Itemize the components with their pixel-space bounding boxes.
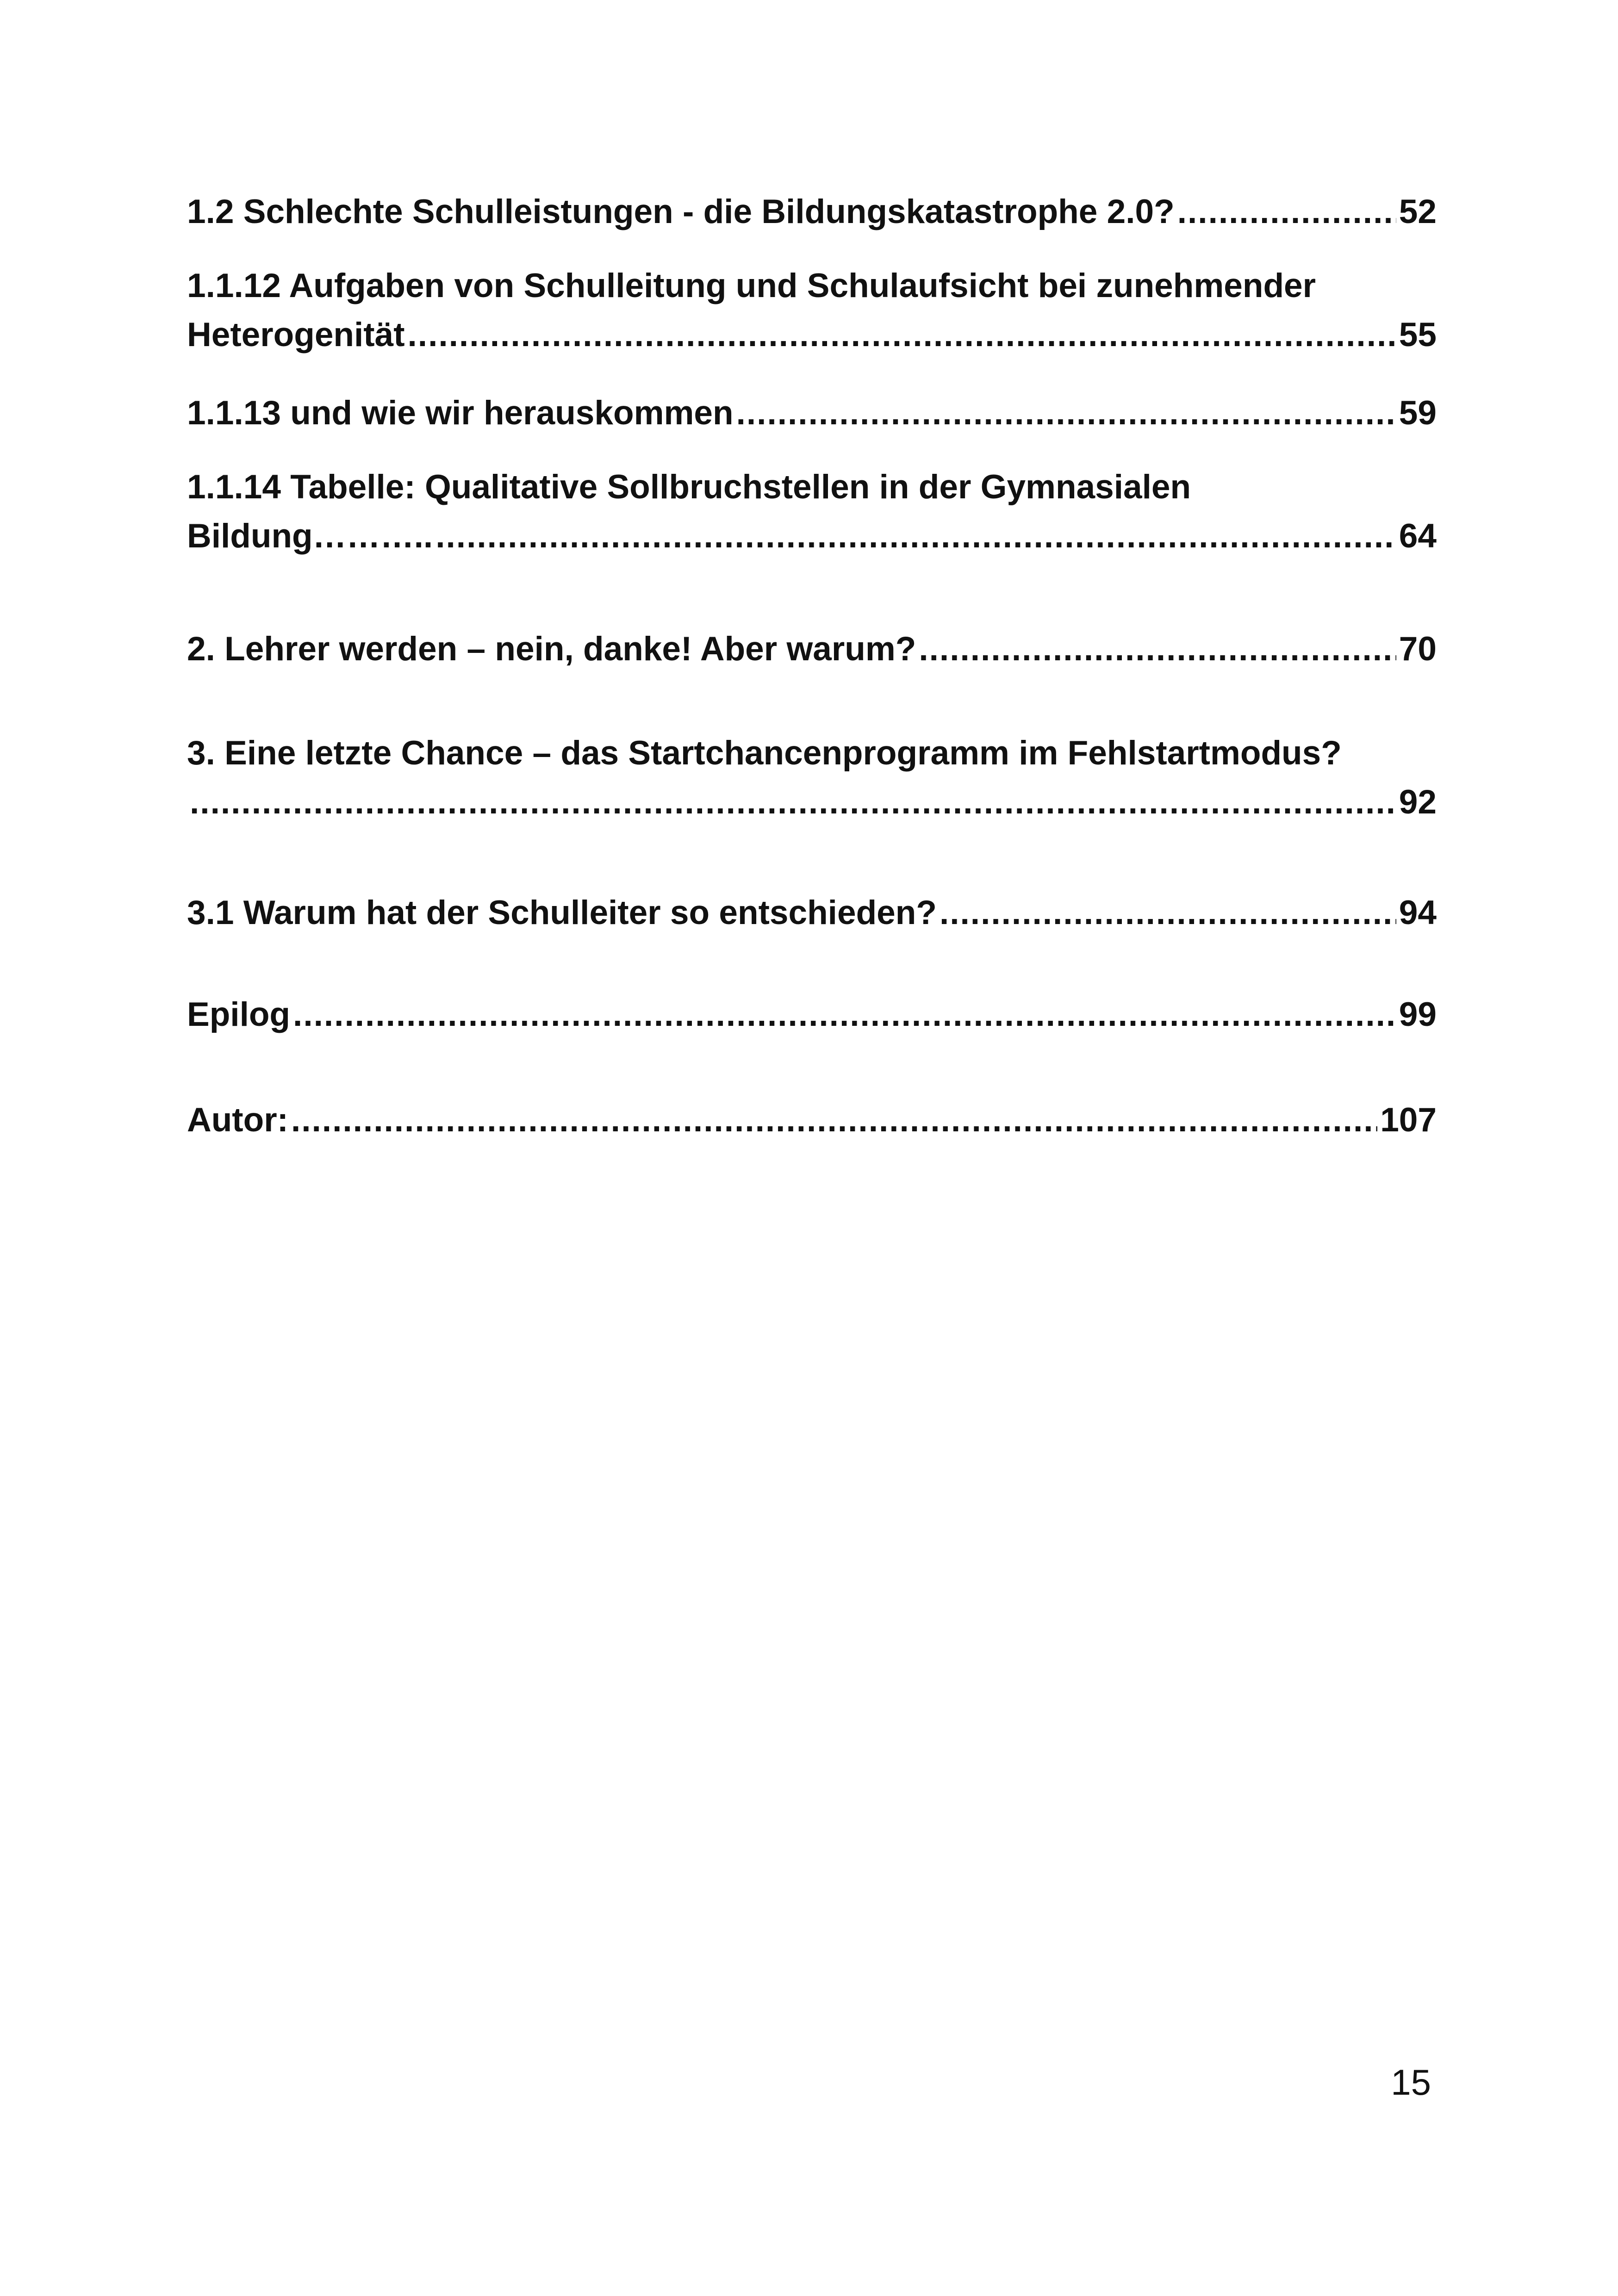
toc-entry-title: 1.2 Schlechte Schulleistungen - die Bildungskatastrophe 2.0? xyxy=(187,193,1175,230)
toc-entry-title: 3.1 Warum hat der Schulleiter so entschieden? xyxy=(187,894,937,931)
toc-entry-page: 59 xyxy=(1399,394,1437,432)
toc-entry-page: 64 xyxy=(1399,517,1437,555)
page-number: 15 xyxy=(1391,2062,1431,2103)
toc-entry[interactable] xyxy=(187,729,1437,827)
toc-entry-page: 94 xyxy=(1399,894,1437,931)
toc-entry-page: 70 xyxy=(1399,630,1437,668)
toc-entry[interactable] xyxy=(187,888,1437,937)
toc-entry-page: 99 xyxy=(1399,996,1437,1033)
toc-entry[interactable] xyxy=(187,1096,1437,1145)
toc-leader-dots xyxy=(293,990,1396,1039)
toc-entry-page: 52 xyxy=(1399,193,1437,230)
toc-leader-dots xyxy=(190,778,1396,827)
toc-entry-title: Bildung……….. xyxy=(187,517,433,555)
toc-leader-dots xyxy=(736,389,1396,438)
toc-entry-title: 1.1.13 und wie wir herauskommen xyxy=(187,394,734,432)
toc-leader-dots xyxy=(408,310,1396,360)
toc-entry-title-line1: 1.1.14 Tabelle: Qualitative Sollbruchstellen in der Gymnasialen xyxy=(187,468,1191,506)
toc-leader-dots xyxy=(1177,187,1396,236)
toc-leader-dots xyxy=(919,625,1396,674)
toc-entry-title-line1: 1.1.12 Aufgaben von Schulleitung und Schulaufsicht bei zunehmender xyxy=(187,267,1316,304)
toc-leader-dots xyxy=(436,512,1396,561)
toc-entry[interactable] xyxy=(187,389,1437,438)
toc-leader-dots xyxy=(291,1096,1377,1145)
toc-entry[interactable] xyxy=(187,463,1437,561)
toc-entry-title: Epilog xyxy=(187,996,291,1033)
toc-entry[interactable] xyxy=(187,261,1437,360)
toc-entry-title: Autor: xyxy=(187,1101,288,1139)
toc-entry[interactable] xyxy=(187,990,1437,1039)
toc-entry-page: 107 xyxy=(1380,1101,1437,1139)
toc-entry[interactable] xyxy=(187,187,1437,236)
toc-leader-dots xyxy=(940,888,1396,937)
toc-entry-page: 55 xyxy=(1399,316,1437,354)
toc-entry-title: 2. Lehrer werden – nein, danke! Aber warum? xyxy=(187,630,916,668)
toc-entry[interactable] xyxy=(187,625,1437,674)
toc-entry-page: 92 xyxy=(1399,783,1437,821)
toc-entry-title: Heterogenität xyxy=(187,316,405,354)
toc-entry-title-line1: 3. Eine letzte Chance – das Startchancenprogramm im Fehlstartmodus? xyxy=(187,734,1342,772)
